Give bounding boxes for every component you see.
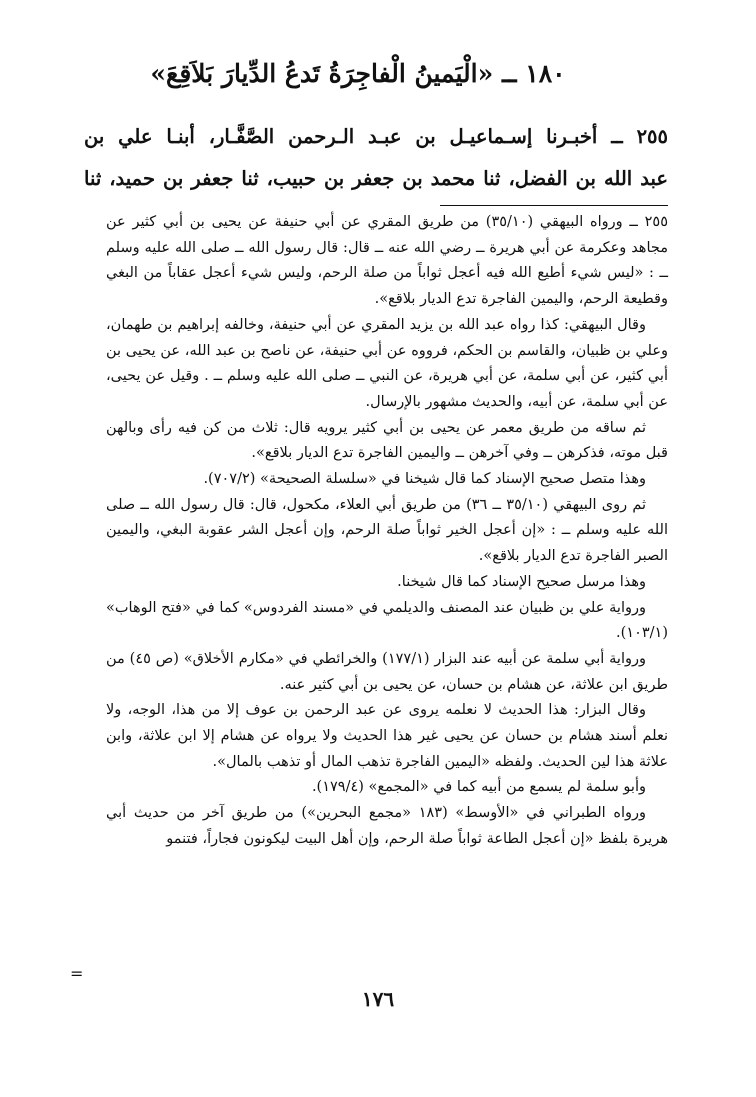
footnote-paragraph-8: ورواية أبي سلمة عن أبيه عند البزار (١٧٧/١) والخرائطي في «مكارم الأخلاق» (ص ٤٥) من طريق ابن علاثة، عن هشام بن حسان، عن يحيى بن أبي كثير عنه. (106, 650, 668, 693)
footnote-paragraph-5: ثم روى البيهقي (٣٥/١٠ ــ ٣٦) من طريق أبي العلاء، مكحول، قال: قال رسول الله ــ صلى الله عليه وسلم ــ : «إن أعجل الخير ثواباً صلة الرحم، وإن أعجل الشر عقوبة البغي، واليمين الصبر الفاجرة تدع الديار بلاقع». (106, 496, 668, 565)
footnote-paragraph-4: وهذا متصل صحيح الإسناد كما قال شيخنا في «سلسلة الصحيحة» (٧٠٧/٢). (203, 471, 646, 488)
footnote-paragraph-1: ٢٥٥ ــ ورواه البيهقي (٣٥/١٠) من طريق المقري عن أبي حنيفة عن يحيى بن أبي كثير عن مجاهد وعكرمة عن أبي هريرة ــ رضي الله عنه ــ قال: قال رسول الله ــ صلى الله عليه وسلم ــ : «ليس شيء أطيع الله فيه أعجل ثواباً من صلة الرحم، وليس شيء أعجل عقاباً من البغي وقطيعة الرحم، واليمين الفاجرة تدع الديار بلاقع». (106, 214, 668, 308)
footnote-paragraph-6: وهذا مرسل صحيح الإسناد كما قال شيخنا. (397, 573, 646, 590)
page-number: ١٧٦ (361, 987, 395, 1011)
footnotes (106, 210, 668, 853)
hadith-paragraph (84, 116, 668, 200)
footnote-paragraph-2: وقال البيهقي: كذا رواه عبد الله بن يزيد المقري عن أبي حنيفة، وخالفه إبراهيم بن طهمان، وعلي بن ظبيان، والقاسم بن الحكم، فرووه عن أبي حنيفة، عن ناصح بن عبد الله، عن يحيى بن أبي كثير، عن أبي سلمة، عن أبي هريرة، عن النبي ــ صلى الله عليه وسلم ــ . وقيل عن يحيى، عن أبي سلمة، عن أبيه، والحديث مشهور بالإرسال. (106, 316, 668, 410)
footnote-paragraph-3: ثم ساقه من طريق معمر عن يحيى بن أبي كثير يرويه قال: ثلاث من كن فيه رأى وبالهن قبل موته، فذكرهن ــ وفي آخرهن ــ واليمين الفاجرة تدع الديار بلاقع». (106, 419, 668, 462)
footnote-divider (440, 205, 668, 206)
continuation-mark: = (70, 964, 84, 983)
footnote-paragraph-10: وأبو سلمة لم يسمع من أبيه كما في «المجمع» (١٧٩/٤). (311, 779, 646, 796)
footnote-paragraph-9: وقال البزار: هذا الحديث لا نعلمه يروى عن عبد الرحمن بن عوف إلا من هذا، الوجه، ولا نعلم أسند هشام بن حسان عن يحيى غير هذا الحديث ولا يرواه عن هشام إلا ابن علاثة، وابن علاثة هذا لين الحديث. ولفظه «اليمين الفاجرة تذهب المال أو تذهب بالمال». (106, 702, 668, 770)
footnote-paragraph-7: ورواية علي بن ظبيان عند المصنف والديلمي في «مسند الفردوس» كما في «فتح الوهاب» (١٠٣/١). (106, 599, 668, 642)
chapter-heading: ١٨٠ ــ «الْيَمينُ الْفاجِرَةُ تَدعُ الدِّيارَ بَلاَقِعَ» (150, 59, 566, 88)
hadith-line-1: ٢٥٥ ــ أخبـرنا إسـماعيـل بن عبـد الـرحمن الصَّفَّـار، أبنـا علي بن (84, 125, 668, 148)
hadith-line-2: عبد الله بن الفضل، ثنا محمد بن جعفر بن حبيب، ثنا جعفر بن حميد، ثنا (84, 167, 668, 190)
footnote-paragraph-11: ورواه الطبراني في «الأوسط» (١٨٣ «مجمع البحرين») من طريق آخر من حديث أبي هريرة بلفظ «إن أعجل الطاعة ثواباً صلة الرحم، وإن أهل البيت ليكونون فجاراً، فتنمو (106, 805, 668, 847)
hadith-text (84, 116, 668, 200)
